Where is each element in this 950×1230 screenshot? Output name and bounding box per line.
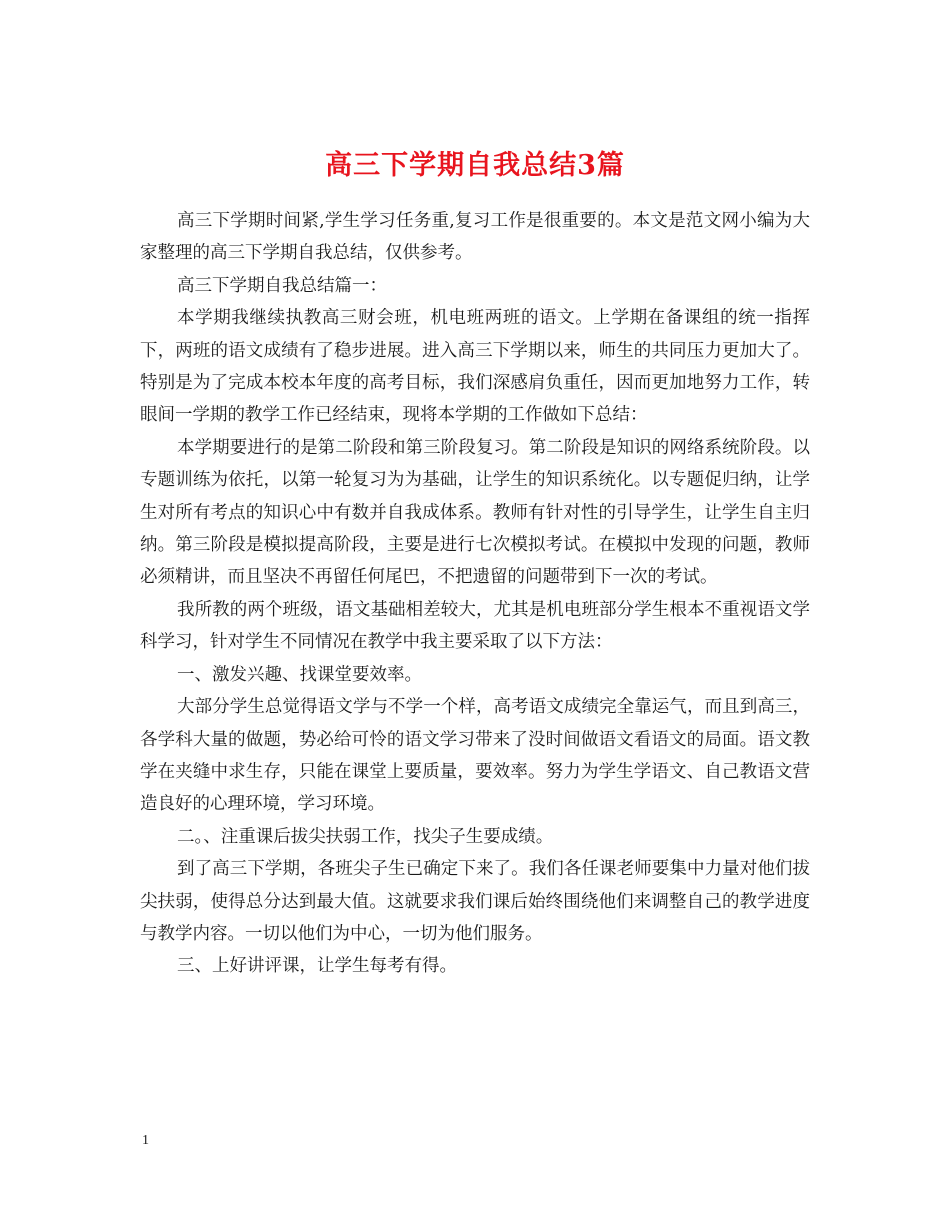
method-heading-two: 二。、注重课后拔尖扶弱工作，找尖子生要成绩。: [177, 826, 554, 847]
paragraph-overview: 本学期我继续执教高三财会班，机电班两班的语文。上学期在备课组的统一指挥下，两班的语文成绩有了稳步进展。进入高三下学期以来，师生的共同压力更加大了。特别是为了完成本校本年度的高考目标，我们深感肩负重任，因而更加地努力工作，转眼间一学期的教学工作已经结束，现将本学期的工作做如下总结：: [140, 308, 810, 426]
paragraph-class-situation: 我所教的两个班级，语文基础相差较大，尤其是机电班部分学生根本不重视语文学科学习，针对学生不同情况在教学中我主要采取了以下方法：: [140, 599, 810, 653]
method-heading-three: 三、上好讲评课，让学生每考有得。: [177, 956, 457, 977]
paragraph-intro: 高三下学期时间紧,学生学习任务重,复习工作是很重要的。本文是范文网小编为大家整理的高三下学期自我总结，仅供参考。: [140, 211, 810, 264]
paragraph-review-stages: 本学期要进行的是第二阶段和第三阶段复习。第二阶段是知识的网络系统阶段。以专题训练为依托，以第一轮复习为为基础，让学生的知识系统化。以专题促归纳，让学生对所有考点的知识心中有数并自我成体系。教师有针对性的引导学生，让学生自主归纳。第三阶段是模拟提高阶段，主要是进行七次模拟考试。在模拟中发现的问题，教师必须精讲，而且坚决不再留任何尾巴，不把遗留的问题带到下一次的考试。: [140, 437, 810, 588]
page-title: 高三下学期自我总结3篇: [325, 150, 625, 182]
method-heading-one: 一、激发兴趣、找课堂要效率。: [177, 664, 422, 685]
section-heading-part-one: 高三下学期自我总结篇一：: [177, 275, 387, 296]
paragraph-method-one: 大部分学生总觉得语文学与不学一个样，高考语文成绩完全靠运气，而且到高三，各学科大量的做题，势必给可怜的语文学习带来了没时间做语文看语文的局面。语文教学在夹缝中求生存，只能在课堂上要质量，要效率。努力为学生学语文、自己教语文营造良好的心理环境，学习环境。: [140, 697, 810, 815]
paragraph-method-two: 到了高三下学期，各班尖子生已确定下来了。我们各任课老师要集中力量对他们拔尖扶弱，使得总分达到最大值。这就要求我们课后始终围绕他们来调整自己的教学进度与教学内容。一切以他们为中心，一切为他们服务。: [140, 859, 810, 944]
page-number: 1: [142, 1133, 149, 1148]
document-body: [140, 205, 810, 983]
